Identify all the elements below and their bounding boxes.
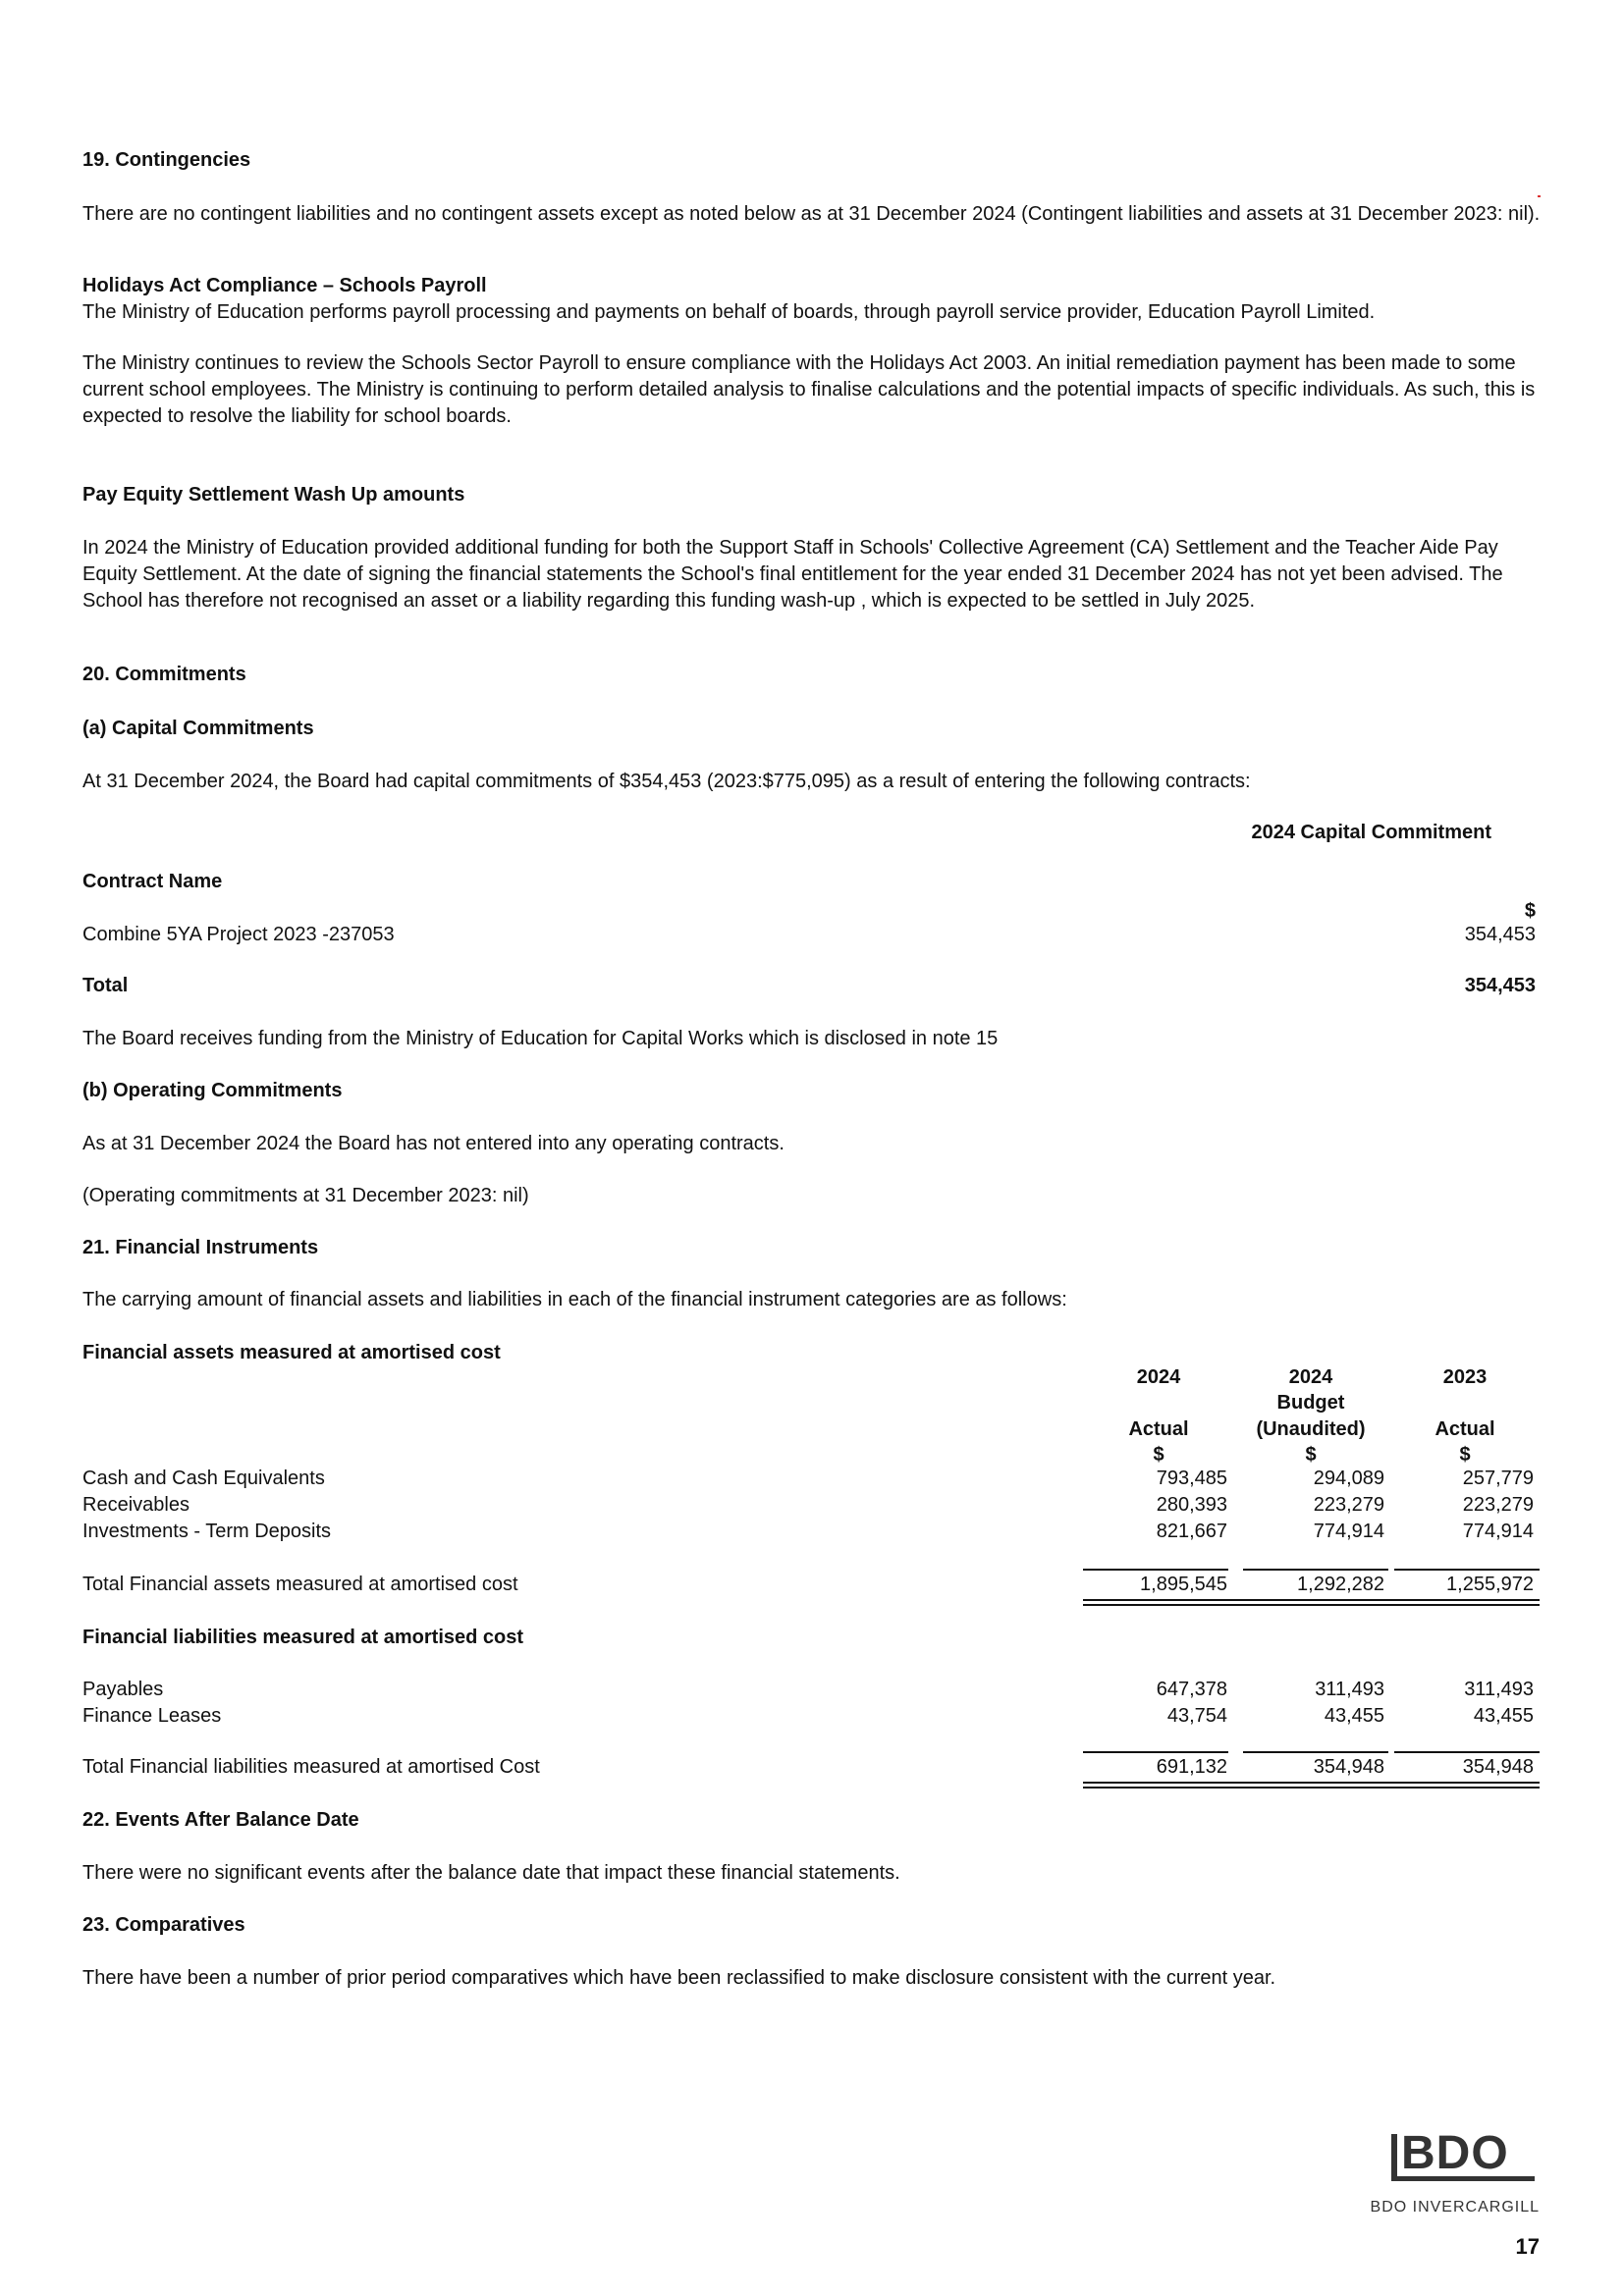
total-rule-top [1394, 1751, 1540, 1753]
capital-commitment-column-header: 2024 Capital Commitment [1251, 822, 1491, 843]
column-1-currency: $ [1153, 1444, 1164, 1466]
capital-works-funding-note: The Board receives funding from the Ministry of Education for Capital Works which is disclosed in note 15 [82, 1028, 999, 1049]
section-21-heading: 21. Financial Instruments [82, 1237, 319, 1258]
column-2-budget: Budget [1276, 1392, 1345, 1414]
column-2-currency: $ [1305, 1444, 1317, 1466]
section-22-paragraph: There were no significant events after the balance date that impact these financial statements. [82, 1862, 900, 1884]
column-3-currency: $ [1459, 1444, 1471, 1466]
financial-instruments-intro: The carrying amount of financial assets and liabilities in each of the financial instrument categories are as follows: [82, 1289, 1067, 1310]
asset-row-label: Receivables [82, 1494, 189, 1516]
liability-row-value: 311,493 [1315, 1679, 1384, 1700]
assets-total-value: 1,895,545 [1140, 1574, 1227, 1595]
total-rule-top [1083, 1751, 1228, 1753]
liability-row-label: Finance Leases [82, 1705, 222, 1727]
asset-row-value: 294,089 [1313, 1468, 1384, 1489]
bdo-office-tagline: BDO INVERCARGILL [1370, 2199, 1540, 2216]
section-23-heading: 23. Comparatives [82, 1914, 245, 1936]
operating-commitments-heading: (b) Operating Commitments [82, 1080, 343, 1101]
column-3-year: 2023 [1442, 1366, 1488, 1388]
total-double-rule [1083, 1599, 1540, 1606]
capital-commitments-heading: (a) Capital Commitments [82, 718, 314, 739]
holidays-act-paragraph-1: The Ministry of Education performs payroll processing and payments on behalf of boards, through payroll service provider, Education Payroll Limited. [82, 301, 1376, 323]
liabilities-total-value: 354,948 [1462, 1756, 1534, 1778]
column-1-type: Actual [1128, 1418, 1189, 1440]
total-rule-top [1083, 1569, 1228, 1571]
total-rule-top [1394, 1569, 1540, 1571]
asset-row-value: 774,914 [1462, 1521, 1534, 1542]
operating-commitments-paragraph: As at 31 December 2024 the Board has not entered into any operating contracts. [82, 1133, 785, 1154]
red-mark [1538, 195, 1541, 197]
page-number: 17 [1515, 2234, 1540, 2259]
liabilities-total-value: 354,948 [1313, 1756, 1384, 1778]
asset-row-value: 774,914 [1313, 1521, 1384, 1542]
liability-row-value: 647,378 [1156, 1679, 1227, 1700]
column-2-year: 2024 [1288, 1366, 1333, 1388]
liability-row-value: 43,455 [1473, 1705, 1534, 1727]
section-20-heading: 20. Commitments [82, 664, 246, 685]
total-rule-top [1243, 1751, 1388, 1753]
column-1-year: 2024 [1136, 1366, 1181, 1388]
pay-equity-heading: Pay Equity Settlement Wash Up amounts [82, 484, 465, 506]
holidays-act-paragraph-2: The Ministry continues to review the Schools Sector Payroll to ensure compliance with the Holidays Act 2003. An initial remediation payment has been made to some current school employees. The Ministry is continuing to perform detailed analysis to finalise calculations and the potential impacts of specific individuals. As such, this is expected to resolve the liability for school boards. [82, 352, 1536, 427]
asset-row-value: 257,779 [1462, 1468, 1534, 1489]
total-rule-top [1243, 1569, 1388, 1571]
column-2-type: (Unaudited) [1256, 1418, 1366, 1440]
section-19-heading: 19. Contingencies [82, 149, 251, 171]
operating-commitments-prior-year: (Operating commitments at 31 December 2023: nil) [82, 1185, 529, 1206]
liabilities-total-value: 691,132 [1156, 1756, 1227, 1778]
asset-row-value: 223,279 [1462, 1494, 1534, 1516]
assets-total-value: 1,255,972 [1446, 1574, 1534, 1595]
contract-name-label: Contract Name [82, 871, 223, 892]
contract-currency: $ [1524, 900, 1536, 922]
assets-total-value: 1,292,282 [1297, 1574, 1384, 1595]
contract-value: 354,453 [1464, 924, 1536, 945]
holidays-act-heading: Holidays Act Compliance – Schools Payroll [82, 275, 487, 296]
section-23-paragraph: There have been a number of prior period comparatives which have been reclassified to make disclosure consistent with the current year. [82, 1967, 1276, 1989]
asset-row-value: 821,667 [1156, 1521, 1227, 1542]
pay-equity-paragraph: In 2024 the Ministry of Education provided additional funding for both the Support Staff in Schools' Collective Agreement (CA) Settlement and the Teacher Aide Pay Equity Settlement. At the date of signing the financial statements the School's final entitlement for the year ended 31 December 2024 has not yet been advised. The School has therefore not recognised an asset or a liability regarding this funding wash-up , which is expected to be settled in July 2025. [82, 537, 1503, 612]
liability-row-value: 43,455 [1324, 1705, 1384, 1727]
column-3-type: Actual [1435, 1418, 1495, 1440]
asset-row-label: Cash and Cash Equivalents [82, 1468, 325, 1489]
section-19-paragraph: There are no contingent liabilities and no contingent assets except as noted below as at 31 December 2024 (Contingent liabilities and assets at 31 December 2023: nil). [82, 203, 1541, 225]
asset-row-label: Investments - Term Deposits [82, 1521, 332, 1542]
capital-commitments-paragraph: At 31 December 2024, the Board had capital commitments of $354,453 (2023:$775,095) as a result of entering the following contracts: [82, 771, 1251, 792]
bdo-logo-text: BDO [1401, 2127, 1509, 2179]
liability-row-label: Payables [82, 1679, 164, 1700]
contract-name: Combine 5YA Project 2023 -237053 [82, 924, 395, 945]
asset-row-value: 223,279 [1313, 1494, 1384, 1516]
contract-total-label: Total [82, 975, 129, 996]
assets-total-label: Total Financial assets measured at amortised cost [82, 1574, 518, 1595]
total-double-rule [1083, 1782, 1540, 1789]
financial-assets-heading: Financial assets measured at amortised cost [82, 1342, 501, 1363]
liability-row-value: 311,493 [1464, 1679, 1534, 1700]
asset-row-value: 793,485 [1156, 1468, 1227, 1489]
liability-row-value: 43,754 [1166, 1705, 1227, 1727]
bdo-logo [1391, 2128, 1537, 2183]
section-22-heading: 22. Events After Balance Date [82, 1809, 359, 1831]
contract-total-value: 354,453 [1464, 975, 1536, 996]
liabilities-total-label: Total Financial liabilities measured at amortised Cost [82, 1756, 540, 1778]
financial-liabilities-heading: Financial liabilities measured at amortised cost [82, 1627, 524, 1648]
asset-row-value: 280,393 [1156, 1494, 1227, 1516]
